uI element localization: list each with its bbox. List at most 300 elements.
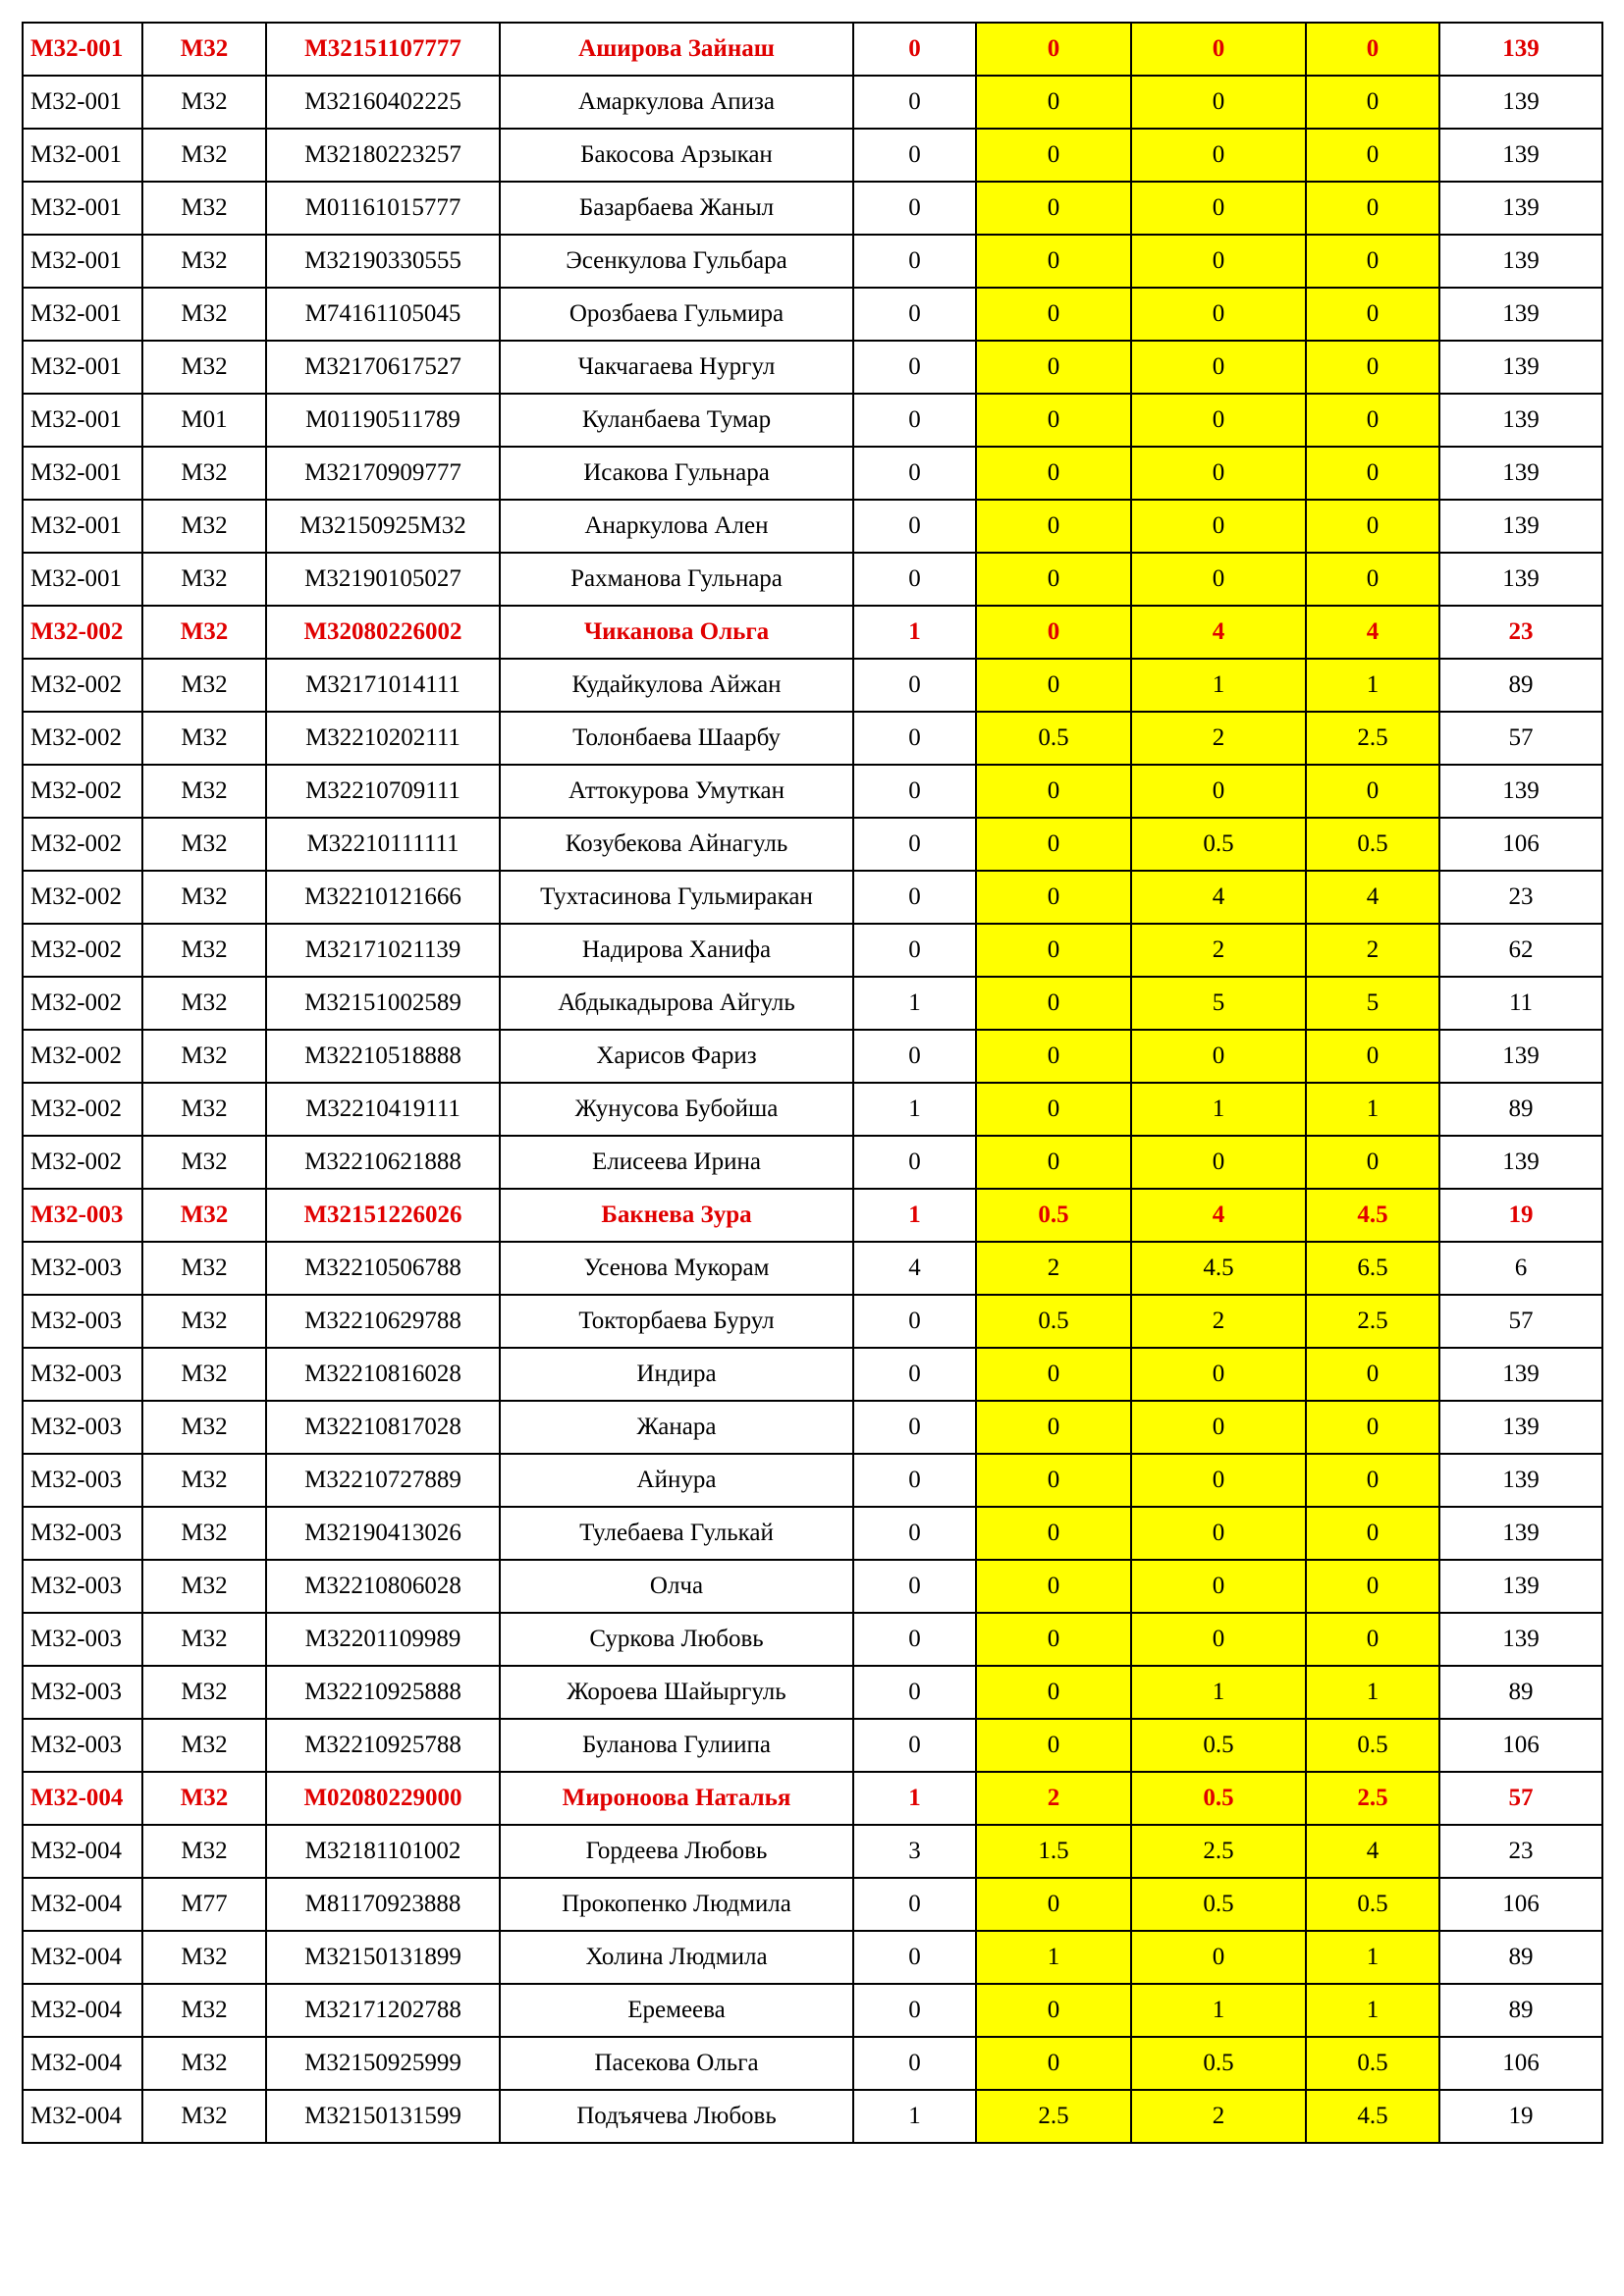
member-name-cell: Жанара [500, 1401, 853, 1454]
table-row-leader [23, 23, 1602, 76]
score-total-cell: 0 [1306, 341, 1439, 394]
score-3-cell: 0 [1131, 76, 1306, 129]
rank-cell: 139 [1439, 288, 1602, 341]
branch-code-cell: M32 [142, 129, 266, 182]
branch-code-cell: M32 [142, 1030, 266, 1083]
results-table-body [23, 23, 1602, 2143]
score-3-cell: 0.5 [1131, 1878, 1306, 1931]
rank-cell: 89 [1439, 1083, 1602, 1136]
score-2-cell: 0 [976, 818, 1131, 871]
table-row [23, 1984, 1602, 2037]
score-2-cell: 0 [976, 500, 1131, 553]
score-2-cell: 0 [976, 1401, 1131, 1454]
group-code-cell: M32-001 [23, 447, 142, 500]
score-total-cell: 0 [1306, 500, 1439, 553]
rank-cell: 139 [1439, 1560, 1602, 1613]
score-3-cell: 0.5 [1131, 2037, 1306, 2090]
rank-cell: 139 [1439, 341, 1602, 394]
table-row [23, 765, 1602, 818]
group-code-cell: M32-004 [23, 1825, 142, 1878]
table-row [23, 659, 1602, 712]
group-code-cell: M32-004 [23, 1878, 142, 1931]
score-1-cell: 1 [853, 2090, 976, 2143]
score-1-cell: 1 [853, 977, 976, 1030]
member-id-cell: M32151002589 [266, 977, 500, 1030]
score-total-cell: 0 [1306, 1348, 1439, 1401]
score-total-cell: 4 [1306, 1825, 1439, 1878]
rank-cell: 139 [1439, 500, 1602, 553]
rank-cell: 139 [1439, 447, 1602, 500]
table-row [23, 1083, 1602, 1136]
score-1-cell: 0 [853, 659, 976, 712]
member-name-cell: Буланова Гулиипа [500, 1719, 853, 1772]
branch-code-cell: M32 [142, 1401, 266, 1454]
score-total-cell: 1 [1306, 659, 1439, 712]
member-name-cell: Пасекова Ольга [500, 2037, 853, 2090]
score-1-cell: 0 [853, 1348, 976, 1401]
table-row [23, 871, 1602, 924]
score-total-cell: 0 [1306, 765, 1439, 818]
group-code-cell: M32-002 [23, 924, 142, 977]
score-total-cell: 0.5 [1306, 2037, 1439, 2090]
group-code-cell: M32-001 [23, 129, 142, 182]
table-row-leader [23, 1189, 1602, 1242]
member-name-cell: Тулебаева Гулькай [500, 1507, 853, 1560]
branch-code-cell: M32 [142, 2037, 266, 2090]
member-id-cell: M01161015777 [266, 182, 500, 235]
member-id-cell: M32171021139 [266, 924, 500, 977]
table-row [23, 553, 1602, 606]
score-total-cell: 6.5 [1306, 1242, 1439, 1295]
score-2-cell: 0 [976, 1984, 1131, 2037]
group-code-cell: M32-003 [23, 1295, 142, 1348]
member-id-cell: M02080229000 [266, 1772, 500, 1825]
rank-cell: 139 [1439, 765, 1602, 818]
score-1-cell: 0 [853, 2037, 976, 2090]
group-code-cell: M32-003 [23, 1613, 142, 1666]
score-2-cell: 0 [976, 1083, 1131, 1136]
score-total-cell: 0 [1306, 1560, 1439, 1613]
score-1-cell: 0 [853, 1401, 976, 1454]
score-1-cell: 0 [853, 182, 976, 235]
branch-code-cell: M32 [142, 1242, 266, 1295]
table-row [23, 818, 1602, 871]
score-3-cell: 0 [1131, 394, 1306, 447]
score-2-cell: 0 [976, 1560, 1131, 1613]
table-row [23, 1878, 1602, 1931]
score-total-cell: 0 [1306, 1401, 1439, 1454]
score-2-cell: 0 [976, 1454, 1131, 1507]
member-id-cell: M32210629788 [266, 1295, 500, 1348]
table-row [23, 76, 1602, 129]
score-total-cell: 2.5 [1306, 1772, 1439, 1825]
score-total-cell: 1 [1306, 1931, 1439, 1984]
group-code-cell: M32-003 [23, 1242, 142, 1295]
member-id-cell: M32210925788 [266, 1719, 500, 1772]
rank-cell: 23 [1439, 606, 1602, 659]
rank-cell: 23 [1439, 871, 1602, 924]
score-1-cell: 0 [853, 447, 976, 500]
member-name-cell: Прокопенко Людмила [500, 1878, 853, 1931]
score-1-cell: 1 [853, 1189, 976, 1242]
score-2-cell: 0 [976, 394, 1131, 447]
score-3-cell: 4 [1131, 871, 1306, 924]
member-id-cell: M32160402225 [266, 76, 500, 129]
member-name-cell: Рахманова Гульнара [500, 553, 853, 606]
table-row [23, 1507, 1602, 1560]
score-total-cell: 0 [1306, 76, 1439, 129]
member-name-cell: Кудайкулова Айжан [500, 659, 853, 712]
member-name-cell: Козубекова Айнагуль [500, 818, 853, 871]
score-1-cell: 0 [853, 871, 976, 924]
rank-cell: 139 [1439, 129, 1602, 182]
group-code-cell: M32-004 [23, 1984, 142, 2037]
group-code-cell: M32-002 [23, 871, 142, 924]
group-code-cell: M32-002 [23, 659, 142, 712]
score-2-cell: 0 [976, 288, 1131, 341]
member-id-cell: M32210202111 [266, 712, 500, 765]
rank-cell: 139 [1439, 1454, 1602, 1507]
member-id-cell: M32190413026 [266, 1507, 500, 1560]
score-total-cell: 0.5 [1306, 1719, 1439, 1772]
score-3-cell: 0 [1131, 288, 1306, 341]
branch-code-cell: M32 [142, 871, 266, 924]
branch-code-cell: M32 [142, 977, 266, 1030]
branch-code-cell: M32 [142, 2090, 266, 2143]
score-3-cell: 2 [1131, 1295, 1306, 1348]
group-code-cell: M32-004 [23, 1772, 142, 1825]
member-name-cell: Эсенкулова Гульбара [500, 235, 853, 288]
group-code-cell: M32-001 [23, 394, 142, 447]
score-2-cell: 0 [976, 235, 1131, 288]
score-2-cell: 1 [976, 1931, 1131, 1984]
table-row [23, 977, 1602, 1030]
rank-cell: 106 [1439, 818, 1602, 871]
score-2-cell: 0 [976, 1613, 1131, 1666]
rank-cell: 23 [1439, 1825, 1602, 1878]
branch-code-cell: M32 [142, 1507, 266, 1560]
score-total-cell: 0 [1306, 553, 1439, 606]
table-row [23, 1030, 1602, 1083]
member-id-cell: M32201109989 [266, 1613, 500, 1666]
rank-cell: 57 [1439, 1772, 1602, 1825]
score-2-cell: 0 [976, 76, 1131, 129]
score-3-cell: 0 [1131, 1401, 1306, 1454]
branch-code-cell: M32 [142, 1719, 266, 1772]
score-3-cell: 0 [1131, 1136, 1306, 1189]
table-row [23, 1242, 1602, 1295]
branch-code-cell: M32 [142, 23, 266, 76]
branch-code-cell: M32 [142, 1772, 266, 1825]
score-total-cell: 1 [1306, 1666, 1439, 1719]
score-3-cell: 0 [1131, 1348, 1306, 1401]
branch-code-cell: M32 [142, 288, 266, 341]
table-row [23, 1666, 1602, 1719]
member-name-cell: Орозбаева Гульмира [500, 288, 853, 341]
rank-cell: 139 [1439, 1507, 1602, 1560]
member-id-cell: M32210925888 [266, 1666, 500, 1719]
score-2-cell: 0 [976, 2037, 1131, 2090]
table-row [23, 2090, 1602, 2143]
member-id-cell: M32210419111 [266, 1083, 500, 1136]
score-2-cell: 0 [976, 1348, 1131, 1401]
group-code-cell: M32-003 [23, 1454, 142, 1507]
score-total-cell: 4 [1306, 606, 1439, 659]
group-code-cell: M32-002 [23, 1030, 142, 1083]
member-id-cell: M32150925999 [266, 2037, 500, 2090]
score-2-cell: 0 [976, 1030, 1131, 1083]
rank-cell: 62 [1439, 924, 1602, 977]
member-id-cell: M32150131599 [266, 2090, 500, 2143]
score-total-cell: 0 [1306, 182, 1439, 235]
score-3-cell: 0.5 [1131, 1719, 1306, 1772]
rank-cell: 89 [1439, 1931, 1602, 1984]
member-id-cell: M01190511789 [266, 394, 500, 447]
score-total-cell: 0.5 [1306, 818, 1439, 871]
score-total-cell: 0 [1306, 23, 1439, 76]
branch-code-cell: M32 [142, 341, 266, 394]
score-2-cell: 2.5 [976, 2090, 1131, 2143]
score-2-cell: 0.5 [976, 712, 1131, 765]
table-row [23, 712, 1602, 765]
member-name-cell: Амаркулова Апиза [500, 76, 853, 129]
score-2-cell: 0.5 [976, 1295, 1131, 1348]
rank-cell: 139 [1439, 1136, 1602, 1189]
score-total-cell: 4.5 [1306, 2090, 1439, 2143]
score-3-cell: 2.5 [1131, 1825, 1306, 1878]
branch-code-cell: M32 [142, 1295, 266, 1348]
score-total-cell: 0 [1306, 1030, 1439, 1083]
table-row [23, 182, 1602, 235]
score-1-cell: 0 [853, 1878, 976, 1931]
member-name-cell: Жунусова Бубойша [500, 1083, 853, 1136]
score-2-cell: 0 [976, 182, 1131, 235]
score-1-cell: 0 [853, 1136, 976, 1189]
branch-code-cell: M32 [142, 1189, 266, 1242]
score-1-cell: 0 [853, 1507, 976, 1560]
branch-code-cell: M32 [142, 1825, 266, 1878]
score-1-cell: 0 [853, 1030, 976, 1083]
member-name-cell: Суркова Любовь [500, 1613, 853, 1666]
member-id-cell: M32180223257 [266, 129, 500, 182]
rank-cell: 139 [1439, 1348, 1602, 1401]
member-id-cell: M32210727889 [266, 1454, 500, 1507]
rank-cell: 11 [1439, 977, 1602, 1030]
branch-code-cell: M32 [142, 76, 266, 129]
rank-cell: 89 [1439, 659, 1602, 712]
table-row [23, 1825, 1602, 1878]
branch-code-cell: M32 [142, 500, 266, 553]
table-row [23, 1401, 1602, 1454]
score-2-cell: 0 [976, 23, 1131, 76]
score-total-cell: 4.5 [1306, 1189, 1439, 1242]
score-3-cell: 0 [1131, 765, 1306, 818]
rank-cell: 106 [1439, 1878, 1602, 1931]
group-code-cell: M32-003 [23, 1401, 142, 1454]
member-id-cell: M32210709111 [266, 765, 500, 818]
rank-cell: 6 [1439, 1242, 1602, 1295]
member-name-cell: Токторбаева Бурул [500, 1295, 853, 1348]
score-1-cell: 0 [853, 129, 976, 182]
score-1-cell: 1 [853, 1772, 976, 1825]
branch-code-cell: M32 [142, 659, 266, 712]
branch-code-cell: M32 [142, 182, 266, 235]
score-3-cell: 0 [1131, 235, 1306, 288]
score-1-cell: 0 [853, 1984, 976, 2037]
score-total-cell: 0 [1306, 1136, 1439, 1189]
score-total-cell: 2.5 [1306, 712, 1439, 765]
group-code-cell: M32-004 [23, 2090, 142, 2143]
score-3-cell: 0 [1131, 553, 1306, 606]
table-row [23, 1136, 1602, 1189]
score-1-cell: 0 [853, 924, 976, 977]
score-2-cell: 0 [976, 924, 1131, 977]
rank-cell: 57 [1439, 1295, 1602, 1348]
table-row [23, 341, 1602, 394]
rank-cell: 139 [1439, 394, 1602, 447]
score-1-cell: 0 [853, 23, 976, 76]
score-3-cell: 4 [1131, 1189, 1306, 1242]
score-2-cell: 0 [976, 659, 1131, 712]
score-1-cell: 0 [853, 288, 976, 341]
score-3-cell: 1 [1131, 1984, 1306, 2037]
member-id-cell: M32171202788 [266, 1984, 500, 2037]
member-id-cell: M81170923888 [266, 1878, 500, 1931]
branch-code-cell: M32 [142, 553, 266, 606]
member-name-cell: Усенова Мукорам [500, 1242, 853, 1295]
score-3-cell: 0 [1131, 447, 1306, 500]
score-1-cell: 0 [853, 818, 976, 871]
branch-code-cell: M32 [142, 235, 266, 288]
group-code-cell: M32-003 [23, 1507, 142, 1560]
table-row [23, 1719, 1602, 1772]
branch-code-cell: M32 [142, 1454, 266, 1507]
member-name-cell: Абдыкадырова Айгуль [500, 977, 853, 1030]
score-3-cell: 0 [1131, 129, 1306, 182]
score-2-cell: 0 [976, 765, 1131, 818]
member-id-cell: M32181101002 [266, 1825, 500, 1878]
score-1-cell: 0 [853, 712, 976, 765]
member-name-cell: Толонбаева Шаарбу [500, 712, 853, 765]
member-name-cell: Анаркулова Ален [500, 500, 853, 553]
score-3-cell: 5 [1131, 977, 1306, 1030]
branch-code-cell: M32 [142, 1348, 266, 1401]
rank-cell: 19 [1439, 1189, 1602, 1242]
score-total-cell: 0 [1306, 235, 1439, 288]
group-code-cell: M32-004 [23, 1931, 142, 1984]
group-code-cell: M32-002 [23, 977, 142, 1030]
member-name-cell: Чакчагаева Нургул [500, 341, 853, 394]
results-table [22, 22, 1603, 2144]
score-2-cell: 0 [976, 1719, 1131, 1772]
branch-code-cell: M01 [142, 394, 266, 447]
rank-cell: 139 [1439, 1401, 1602, 1454]
score-2-cell: 0 [976, 553, 1131, 606]
table-row [23, 1560, 1602, 1613]
member-id-cell: M32080226002 [266, 606, 500, 659]
score-total-cell: 1 [1306, 1984, 1439, 2037]
score-total-cell: 0 [1306, 288, 1439, 341]
branch-code-cell: M32 [142, 1666, 266, 1719]
member-id-cell: M32210817028 [266, 1401, 500, 1454]
score-3-cell: 2 [1131, 2090, 1306, 2143]
score-2-cell: 0 [976, 129, 1131, 182]
group-code-cell: M32-002 [23, 712, 142, 765]
member-name-cell: Индира [500, 1348, 853, 1401]
member-id-cell: M32210806028 [266, 1560, 500, 1613]
table-row [23, 500, 1602, 553]
group-code-cell: M32-003 [23, 1719, 142, 1772]
score-1-cell: 0 [853, 1560, 976, 1613]
branch-code-cell: M32 [142, 712, 266, 765]
rank-cell: 139 [1439, 23, 1602, 76]
member-name-cell: Олча [500, 1560, 853, 1613]
score-3-cell: 0 [1131, 1030, 1306, 1083]
score-2-cell: 2 [976, 1772, 1131, 1825]
member-name-cell: Тухтасинова Гульмиракан [500, 871, 853, 924]
member-name-cell: Айнура [500, 1454, 853, 1507]
table-row [23, 1454, 1602, 1507]
score-1-cell: 0 [853, 1613, 976, 1666]
group-code-cell: M32-003 [23, 1189, 142, 1242]
group-code-cell: M32-001 [23, 182, 142, 235]
score-1-cell: 0 [853, 394, 976, 447]
score-3-cell: 2 [1131, 712, 1306, 765]
member-name-cell: Бакнева Зура [500, 1189, 853, 1242]
group-code-cell: M32-001 [23, 341, 142, 394]
member-id-cell: M32210816028 [266, 1348, 500, 1401]
branch-code-cell: M32 [142, 1083, 266, 1136]
group-code-cell: M32-003 [23, 1348, 142, 1401]
score-1-cell: 0 [853, 765, 976, 818]
rank-cell: 106 [1439, 2037, 1602, 2090]
member-name-cell: Жороева Шайыргуль [500, 1666, 853, 1719]
rank-cell: 89 [1439, 1984, 1602, 2037]
member-id-cell: M32170909777 [266, 447, 500, 500]
score-2-cell: 2 [976, 1242, 1131, 1295]
group-code-cell: M32-001 [23, 500, 142, 553]
group-code-cell: M32-004 [23, 2037, 142, 2090]
score-total-cell: 0 [1306, 447, 1439, 500]
rank-cell: 139 [1439, 76, 1602, 129]
group-code-cell: M32-002 [23, 818, 142, 871]
score-3-cell: 1 [1131, 1083, 1306, 1136]
score-1-cell: 0 [853, 341, 976, 394]
table-row [23, 924, 1602, 977]
score-total-cell: 5 [1306, 977, 1439, 1030]
branch-code-cell: M32 [142, 1136, 266, 1189]
member-id-cell: M32190330555 [266, 235, 500, 288]
member-id-cell: M32150131899 [266, 1931, 500, 1984]
table-row [23, 1931, 1602, 1984]
score-2-cell: 0 [976, 1507, 1131, 1560]
branch-code-cell: M32 [142, 1613, 266, 1666]
table-row [23, 288, 1602, 341]
score-total-cell: 1 [1306, 1083, 1439, 1136]
table-row [23, 447, 1602, 500]
branch-code-cell: M32 [142, 818, 266, 871]
score-1-cell: 0 [853, 1295, 976, 1348]
member-id-cell: M32210111111 [266, 818, 500, 871]
table-row-leader [23, 1772, 1602, 1825]
score-3-cell: 1 [1131, 1666, 1306, 1719]
score-3-cell: 0 [1131, 1454, 1306, 1507]
group-code-cell: M32-002 [23, 1083, 142, 1136]
group-code-cell: M32-001 [23, 235, 142, 288]
group-code-cell: M32-003 [23, 1666, 142, 1719]
score-total-cell: 4 [1306, 871, 1439, 924]
member-name-cell: Еремеева [500, 1984, 853, 2037]
